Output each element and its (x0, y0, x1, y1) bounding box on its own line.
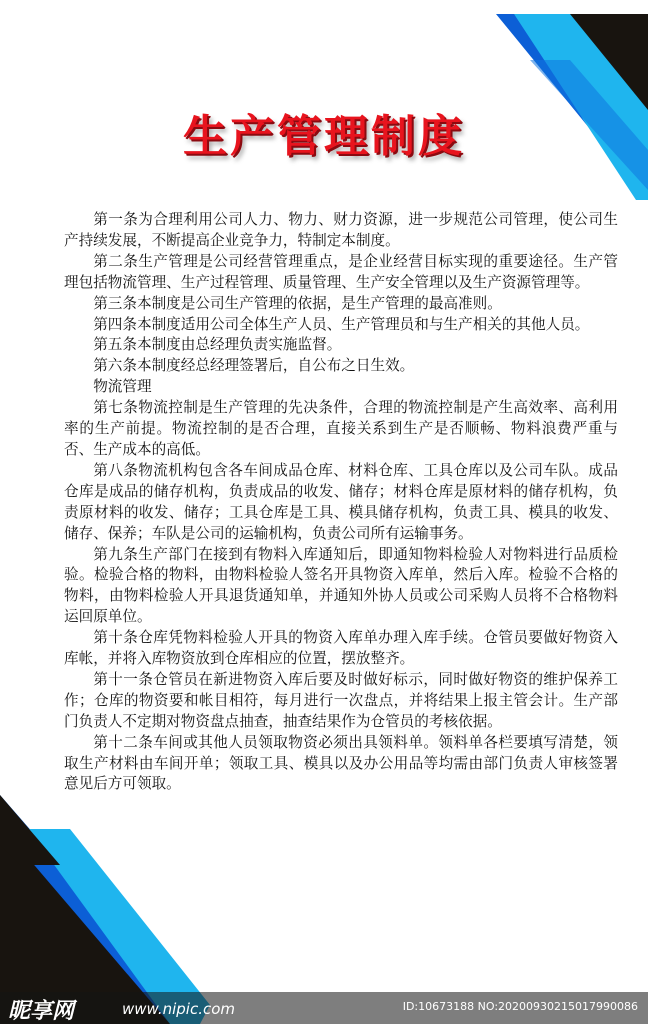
watermark-url: www.nipic.com (122, 1000, 236, 1018)
image-id: ID:10673188 NO:20200930215017990086 (402, 1000, 638, 1013)
article-6: 第六条本制度经总经理签署后，自公布之日生效。 (93, 357, 415, 375)
article-12: 第十二条车间或其他人员领取物资必须出具领料单。领料单各栏要填写清楚，领取生产材料由车间开单；领取工具、模具以及办公用品等均需由部门负责人审核签署意见后方可领取。 (64, 733, 618, 793)
article-9: 第九条生产部门在接到有物料入库通知后，即通知物料检验人对物料进行品质检验。检验合格的物料，由物料检验人签名开具物资入库单，然后入库。检验不合格的物料，由物料检验人开具退货通知单，并通知外协人员或公司采购人员将不合格物料运回原单位。 (64, 545, 618, 626)
article-10: 第十条仓库凭物料检验人开具的物资入库单办理入库手续。仓管员要做好物资入库帐，并将入库物资放到仓库相应的位置，摆放整齐。 (64, 629, 618, 668)
article-4: 第四条本制度适用公司全体生产人员、生产管理员和与生产相关的其他人员。 (93, 315, 590, 333)
article-2: 第二条生产管理是公司经营管理重点，是企业经营目标实现的重要途径。生产管理包括物流管理、生产过程管理、质量管理、生产安全管理以及生产资源管理等。 (64, 252, 618, 291)
article-1: 第一条为合理利用公司人力、物力、财力资源，进一步规范公司管理，使公司生产持续发展，不断提高企业竞争力，特制定本制度。 (64, 211, 618, 249)
article-11: 第十一条仓管员在新进物资入库后要及时做好标示，同时做好物资的维护保养工作；仓库的物资要和帐目相符，每月进行一次盘点，并将结果上报主管会计。生产部门负责人不定期对物资盘点抽查，抽查结果作为仓管员的考核依据。 (64, 670, 618, 730)
watermark-logo: 昵享网 (8, 999, 75, 1024)
regulation-body (64, 210, 618, 795)
page-title: 生产管理制度 (183, 111, 465, 162)
section-heading: 物流管理 (93, 378, 152, 396)
article-5: 第五条本制度由总经理负责实施监督。 (93, 336, 342, 354)
article-3: 第三条本制度是公司生产管理的依据，是生产管理的最高准则。 (93, 294, 502, 312)
article-8: 第八条物流机构包含各车间成品仓库、材料仓库、工具仓库以及公司车队。成品仓库是成品的储存机构，负责成品的收发、储存；材料仓库是原材料的储存机构，负责原材料的收发、储存；工具仓库是工具、模具储存机构，负责工具、模具的收发、储存、保养；车队是公司的运输机构，负责公司所有运输事务。 (64, 461, 618, 542)
bottom-left-decoration (0, 795, 220, 1024)
article-7: 第七条物流控制是生产管理的先决条件，合理的物流控制是产生高效率、高利用率的生产前提。物流控制的是否合理，直接关系到生产是否顺畅、物料浪费严重与否、生产成本的高低。 (64, 399, 618, 458)
